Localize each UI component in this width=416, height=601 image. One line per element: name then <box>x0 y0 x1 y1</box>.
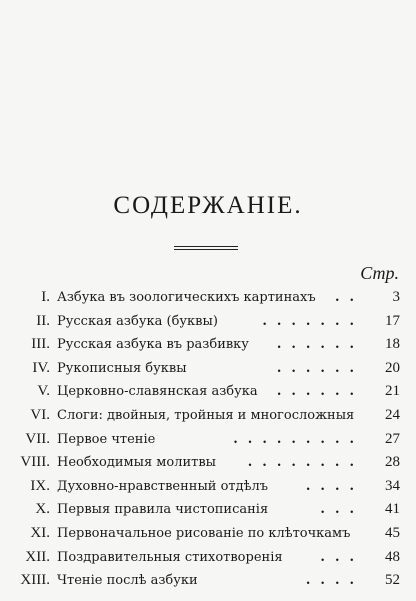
toc-entry-title: Азбука въ зоологическихъ картинахъ <box>57 290 316 305</box>
toc-entry-title: Церковно-славянская азбука <box>57 384 258 400</box>
toc-entry-page: 3 <box>392 289 400 305</box>
toc-entry <box>0 380 416 403</box>
toc-entry <box>0 310 416 333</box>
toc-entry-number: X. <box>35 501 50 518</box>
toc-entry-number: IX. <box>30 477 50 494</box>
toc-entry-number: VII. <box>25 430 50 447</box>
toc-leader-dots: ...... <box>276 384 364 400</box>
toc-leader-dots: ... <box>320 549 364 565</box>
toc-leader-dots: .... <box>305 573 364 589</box>
title-rule <box>174 246 238 252</box>
toc-entry-number: II. <box>36 312 50 329</box>
toc-entry-title: Слоги: двойныя, тройныя и многосложныя <box>57 408 355 423</box>
toc-entry-title: Чтеніе послѣ азбуки <box>57 573 198 589</box>
toc-entry-page: 17 <box>385 312 400 329</box>
toc-leader-dots: ....... <box>262 313 364 329</box>
toc-leader-dots: ...... <box>276 360 364 376</box>
toc-entry-title: Духовно-нравственный отдѣлъ <box>57 478 268 494</box>
toc-entry-page: 20 <box>385 359 400 376</box>
toc-entry-page: 45 <box>385 525 400 541</box>
toc-entry-number: XI. <box>30 525 50 541</box>
toc-entry-number: XII. <box>25 548 50 565</box>
toc-leader-dots: ......... <box>233 431 364 447</box>
toc-entry <box>0 404 416 427</box>
toc-entry <box>0 451 416 474</box>
toc-entry-page: 41 <box>385 501 400 518</box>
toc-entry-number: IV. <box>32 359 50 376</box>
toc-entry-number: III. <box>31 336 50 353</box>
toc-entry <box>0 475 416 498</box>
toc-entry <box>0 357 416 380</box>
toc-entry-title: Рукописныя буквы <box>57 360 187 376</box>
toc-entry <box>0 522 416 545</box>
toc-entry <box>0 546 416 569</box>
toc-entry <box>0 498 416 521</box>
toc-entry <box>0 286 416 309</box>
toc-entry-page: 21 <box>385 383 400 400</box>
toc-entry-title: Поздравительныя стихотворенія <box>57 549 283 565</box>
toc-leader-dots: ........ <box>247 455 364 471</box>
toc-leader-dots: ... <box>320 502 364 518</box>
toc-entry <box>0 569 416 592</box>
toc-entry-title: Необходимыя молитвы <box>57 455 217 471</box>
toc-entry-page: 48 <box>385 548 400 565</box>
toc-entry-title: Русская азбука въ разбивку <box>57 337 249 353</box>
page-column-label: Стр. <box>360 263 399 283</box>
toc-entry-number: VIII. <box>20 454 50 471</box>
toc-leader-dots: ...... <box>276 337 364 353</box>
toc-entry-page: 18 <box>385 336 400 353</box>
toc-entry-page: 27 <box>385 430 400 447</box>
toc-entry-title: Первоначальное рисованіе по клѣточкамъ <box>57 526 351 541</box>
page-title: СОДЕРЖАНІЕ. <box>113 192 303 219</box>
toc-entry-number: I. <box>41 289 50 305</box>
toc-entry-title: Первое чтеніе <box>57 431 156 447</box>
toc-entry <box>0 428 416 451</box>
toc-entry <box>0 333 416 356</box>
toc-entry-page: 24 <box>385 407 400 423</box>
toc-entry-number: VI. <box>30 407 50 423</box>
toc-entry-title: Русская азбука (буквы) <box>57 313 218 329</box>
toc-entry-page: 28 <box>385 454 400 471</box>
toc-leader-dots: .. <box>334 290 364 305</box>
toc-entry-title: Первыя правила чистописанія <box>57 502 269 518</box>
toc-entry-page: 52 <box>385 572 400 589</box>
toc-entry-number: XIII. <box>20 572 50 589</box>
toc-entry-page: 34 <box>385 477 400 494</box>
toc-entry-number: V. <box>37 383 50 400</box>
toc-leader-dots: .... <box>305 478 364 494</box>
